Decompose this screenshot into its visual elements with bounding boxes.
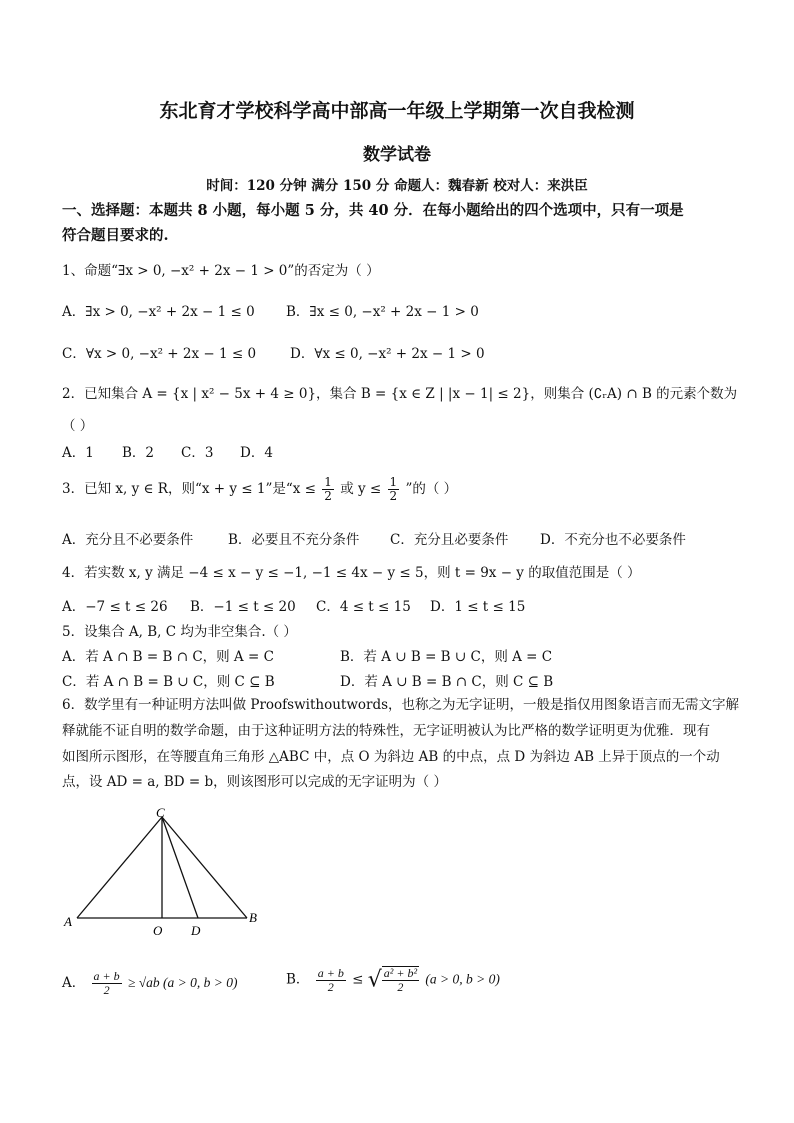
segment-cd: [162, 817, 198, 918]
question-6-line-1: 6．数学里有一种证明方法叫做 Proofswithoutwords，也称之为无字证明，一般是指仅用图象语言而无需文字解: [62, 697, 740, 713]
question-2-paren: （ ）: [62, 418, 94, 434]
q1-option-b: B．∃x ≤ 0, −x² + 2x − 1 > 0: [286, 304, 479, 320]
q3-option-c: C．充分且必要条件: [390, 532, 509, 548]
label-b: B: [249, 910, 257, 925]
exam-info: 时间：120 分钟 满分 150 分 命题人：魏春新 校对人：来洪臣: [206, 178, 588, 194]
question-5-stem: 5．设集合 A, B, C 均为非空集合.（ ）: [62, 624, 297, 640]
q3-stem-part-c: ”的（ ）: [405, 481, 458, 497]
q5-option-b: B．若 A ∪ B = B ∪ C，则 A = C: [340, 649, 553, 665]
q6-a-fraction: $\frac{a + b}{2}$: [93, 969, 120, 997]
q3-fraction-2: $\frac{1}{2}$: [389, 475, 398, 503]
q2-option-d: D．4: [240, 445, 273, 461]
q3-fraction-1: $\frac{1}{2}$: [324, 475, 332, 503]
page-title: 东北育才学校科学高中部高一年级上学期第一次自我检测: [159, 100, 635, 122]
q4-option-b: B．−1 ≤ t ≤ 20: [190, 599, 296, 615]
q3-option-b: B．必要且不充分条件: [228, 532, 360, 548]
q1-option-a: A．∃x > 0, −x² + 2x − 1 ≤ 0: [62, 304, 255, 320]
label-d: D: [191, 923, 201, 938]
section-heading: 一、选择题：本题共 8 小题，每小题 5 分，共 40 分．在每小题给出的四个选项中，只有一项是: [62, 202, 684, 219]
q2-option-a: A．1: [62, 445, 94, 461]
q6-b-fraction: $\frac{a + b}{2}$: [317, 965, 344, 994]
q4-option-c: C．4 ≤ t ≤ 15: [316, 599, 411, 615]
q3-stem-part-b: 或 y ≤: [340, 481, 382, 497]
triangle-figure: [60, 808, 270, 938]
question-6-line-3: 如图所示图形，在等腰直角三角形 △ABC 中，点 O 为斜边 AB 的中点，点 D 为斜边 AB 上异于顶点的一个动: [62, 749, 720, 765]
q4-option-d: D．1 ≤ t ≤ 15: [430, 599, 526, 615]
q1-option-c: C．∀x > 0, −x² + 2x − 1 ≤ 0: [62, 346, 257, 362]
sqrt-sign-icon: √: [367, 967, 382, 993]
question-2-stem: 2．已知集合 A = {x | x² − 5x + 4 ≥ 0}，集合 B = {x ∈ Z | |x − 1| ≤ 2}，则集合 (∁ᵣA) ∩ B 的元素个数为: [62, 386, 738, 402]
q3-stem-part-a: 3．已知 x, y ∈ R，则“x + y ≤ 1”是“x ≤: [62, 481, 316, 497]
q1-option-d: D．∀x ≤ 0, −x² + 2x − 1 > 0: [290, 346, 485, 362]
q6-b-sqrt-fraction: $\frac{\text{a² + b²}}{2}$: [383, 966, 418, 994]
q4-option-a: A．−7 ≤ t ≤ 26: [62, 599, 168, 615]
q5-option-c: C．若 A ∩ B = B ∪ C，则 C ⊆ B: [62, 674, 275, 690]
q3-option-d: D．不充分也不必要条件: [540, 532, 686, 548]
q5-option-d: D．若 A ∪ B = B ∩ C，则 C ⊆ B: [340, 674, 554, 690]
section-heading-cont: 符合题目要求的.: [62, 227, 169, 244]
question-1-stem: 1、命题“∃x > 0, −x² + 2x − 1 > 0”的否定为（ ）: [62, 263, 380, 279]
page-subtitle: 数学试卷: [363, 145, 431, 165]
q2-option-c: C．3: [181, 445, 214, 461]
side-ac: [77, 817, 162, 918]
question-6-line-2: 释就能不证自明的数学命题，由于这种证明方法的特殊性，无字证明被认为比严格的数学证明更为优雅．现有: [62, 723, 710, 739]
question-6-line-4: 点，设 AD = a, BD = b，则该图形可以完成的无字证明为（ ）: [62, 774, 447, 790]
q6-option-a: A． $\frac{a + b}{2}$ ≥ √ab (a > 0, b > 0): [62, 969, 238, 997]
q2-option-b: B．2: [122, 445, 155, 461]
question-3-stem: [62, 476, 457, 503]
question-4-stem: 4．若实数 x, y 满足 −4 ≤ x − y ≤ −1, −1 ≤ 4x − y ≤ 5，则 t = 9x − y 的取值范围是（ ）: [62, 565, 641, 581]
side-bc: [162, 817, 247, 918]
q6-option-b: B． $\frac{a + b}{2}$ ≤ √ $\frac{\text{a² + b²}}{2}$ (a > 0, b > 0): [286, 965, 500, 994]
q3-option-a: A．充分且不必要条件: [62, 532, 194, 548]
label-c: C: [156, 808, 165, 820]
label-o: O: [153, 923, 163, 938]
q5-option-a: A．若 A ∩ B = B ∩ C，则 A = C: [62, 649, 274, 665]
label-a: A: [64, 914, 72, 929]
